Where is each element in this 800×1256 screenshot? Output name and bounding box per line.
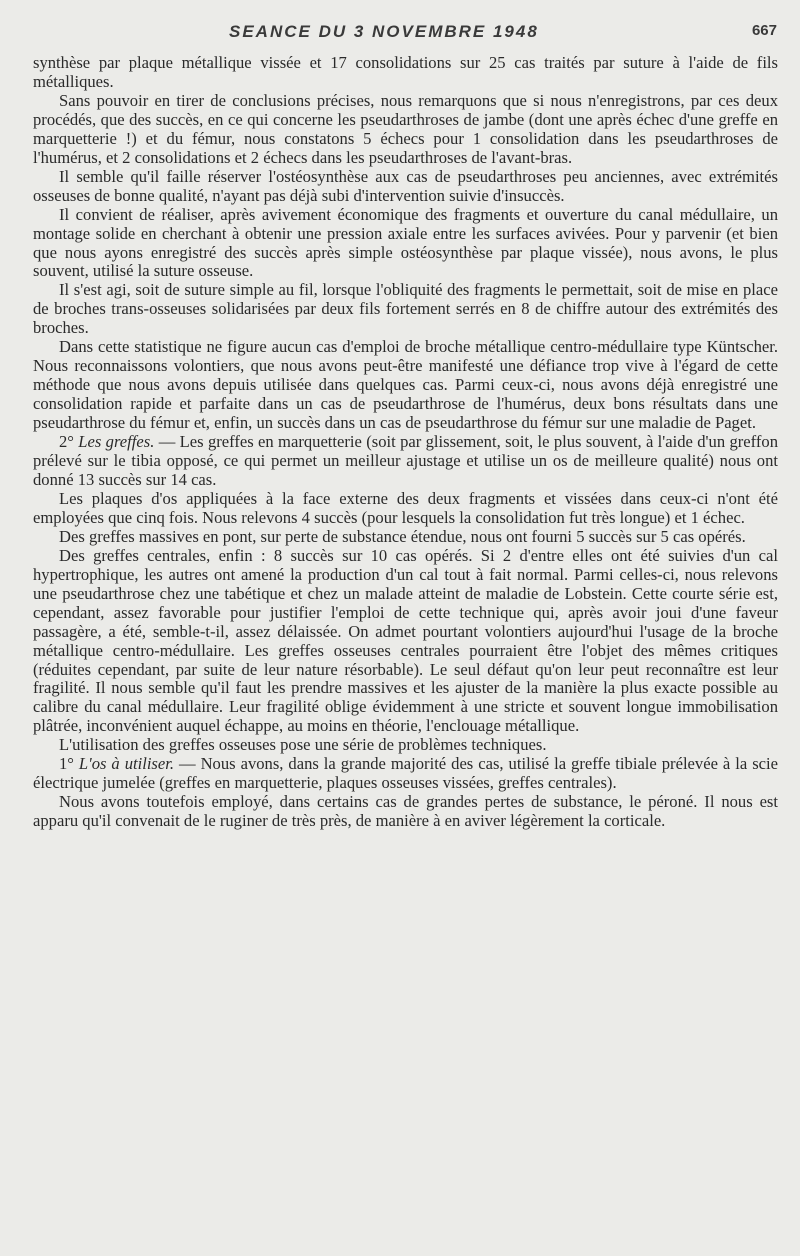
paragraph-2: Sans pouvoir en tirer de conclusions précises, nous remarquons que si nous n'enregistrons, par ces deux procédés, que des succès, en ce qui concerne les pseudarthroses de jambe (dont une après échec d'une greffe en marquetterie !) et du fémur, nous constatons 5 échecs pour 1 consolidation dans les pseudarthroses de l'humérus, et 2 consolidations et 2 échecs dans les pseudarthroses de l'avant-bras.	[33, 90, 778, 167]
paragraph-4: Il convient de réaliser, après avivement économique des fragments et ouverture du canal médullaire, un montage solide en cherchant à obtenir une pression axiale entre les surfaces avivées. Pour y parvenir (et bien que nous ayons enregistré des succès après simple ostéosynthèse par plaque vissée), nous avons, le plus souvent, utilisé la suture osseuse.	[33, 204, 778, 281]
page-header	[33, 18, 778, 54]
paragraph-8: Les plaques d'os appliquées à la face externe des deux fragments et vissées dans ceux-ci n'ont été employées que cinq fois. Nous relevons 4 succès (pour lesquels la consolidation fut très longue) et 1 échec.	[33, 488, 778, 527]
article-body	[33, 54, 778, 831]
section-heading-greffes: Les greffes.	[78, 432, 155, 452]
paragraph-5: Il s'est agi, soit de suture simple au fil, lorsque l'obliquité des fragments le permettait, soit de mise en place de broches trans-osseuses solidarisées par deux fils fortement serrés en 8 de chiffre autour des extrémités des broches.	[33, 280, 778, 338]
paragraph-6: Dans cette statistique ne figure aucun cas d'emploi de broche métallique centro-médullaire type Küntscher. Nous reconnaissons volontiers, que nous avons peut-être manifesté une défiance trop vive à l'égard de cette méthode que nous avons depuis utilisée dans quelques cas. Parmi ceux-ci, nous avons déjà enregistré une consolidation rapide et parfaite dans un cas de pseudarthrose de l'humérus, deux bons résultats dans une pseudarthrose du fémur et, enfin, un succès dans un cas de pseudarthrose du fémur sur une maladie de Paget.	[33, 337, 778, 433]
paragraph-11: L'utilisation des greffes osseuses pose une série de problèmes techniques.	[59, 735, 547, 755]
paragraph-3: Il semble qu'il faille réserver l'ostéosynthèse aux cas de pseudarthroses peu anciennes, avec extrémités osseuses de bonne qualité, n'ayant pas déjà subi d'intervention suivie d'insuccès.	[33, 166, 778, 205]
page-number: 667	[751, 22, 777, 39]
paragraph-1: synthèse par plaque métallique vissée et 17 consolidations sur 25 cas traités par suture à l'aide de fils métalliques.	[33, 53, 778, 91]
paragraph-7-greffes: 2° Les greffes. — Les greffes en marquetterie (soit par glissement, soit, le plus souvent, à l'aide d'un greffon prélevé sur le tibia opposé, ce qui permet un meilleur ajustage et utilise un os de meilleure qualité) nous ont donné 13 succès sur 14 cas.	[33, 432, 778, 489]
paragraph-9: Des greffes massives en pont, sur perte de substance étendue, nous ont fourni 5 succès sur 5 cas opérés.	[59, 526, 746, 546]
running-title: SEANCE DU 3 NOVEMBRE 1948	[229, 22, 539, 41]
paragraph-13: Nous avons toutefois employé, dans certains cas de grandes pertes de substance, le péroné. Il nous est apparu qu'il convenait de le ruginer de très près, de manière à en aviver légèrement la corticale.	[33, 792, 778, 831]
paragraph-10: Des greffes centrales, enfin : 8 succès sur 10 cas opérés. Si 2 d'entre elles ont été suivies d'un cal hypertrophique, les autres ont amené la production d'un cal tout à fait normal. Parmi celles-ci, nous relevons une pseudarthrose chez une tabétique et chez un malade atteint de maladie de Lobstein. Cette courte série est, cependant, assez favorable pour justifier l'emploi de cette technique qui, après avoir joui d'une faveur passagère, a été, semble-t-il, assez délaissée. On admet pourtant volontiers aujourd'hui l'usage de la broche métallique centro-médullaire. Les greffes osseuses centrales pourraient être l'objet des mêmes critiques (réduites cependant, par suite de leur nature résorbable). Le seul défaut qu'on leur peut reconnaître est leur fragilité. Il nous semble qu'il faut les prendre massives et les ajuster de la manière la plus exacte possible au calibre du canal médullaire. Leur fragilité oblige évidemment à une stricte et souvent longue immobilisation plâtrée, inconvénient auquel échappe, au moins en théorie, l'enclouage métallique.	[33, 545, 778, 736]
section-heading-os: L'os à utiliser.	[78, 754, 175, 774]
paragraph-12-os: 1° L'os à utiliser. — Nous avons, dans la grande majorité des cas, utilisé la greffe tibiale prélevée à la scie électrique jumelée (greffes en marquetterie, plaques osseuses vissées, greffes centrales).	[33, 754, 779, 793]
